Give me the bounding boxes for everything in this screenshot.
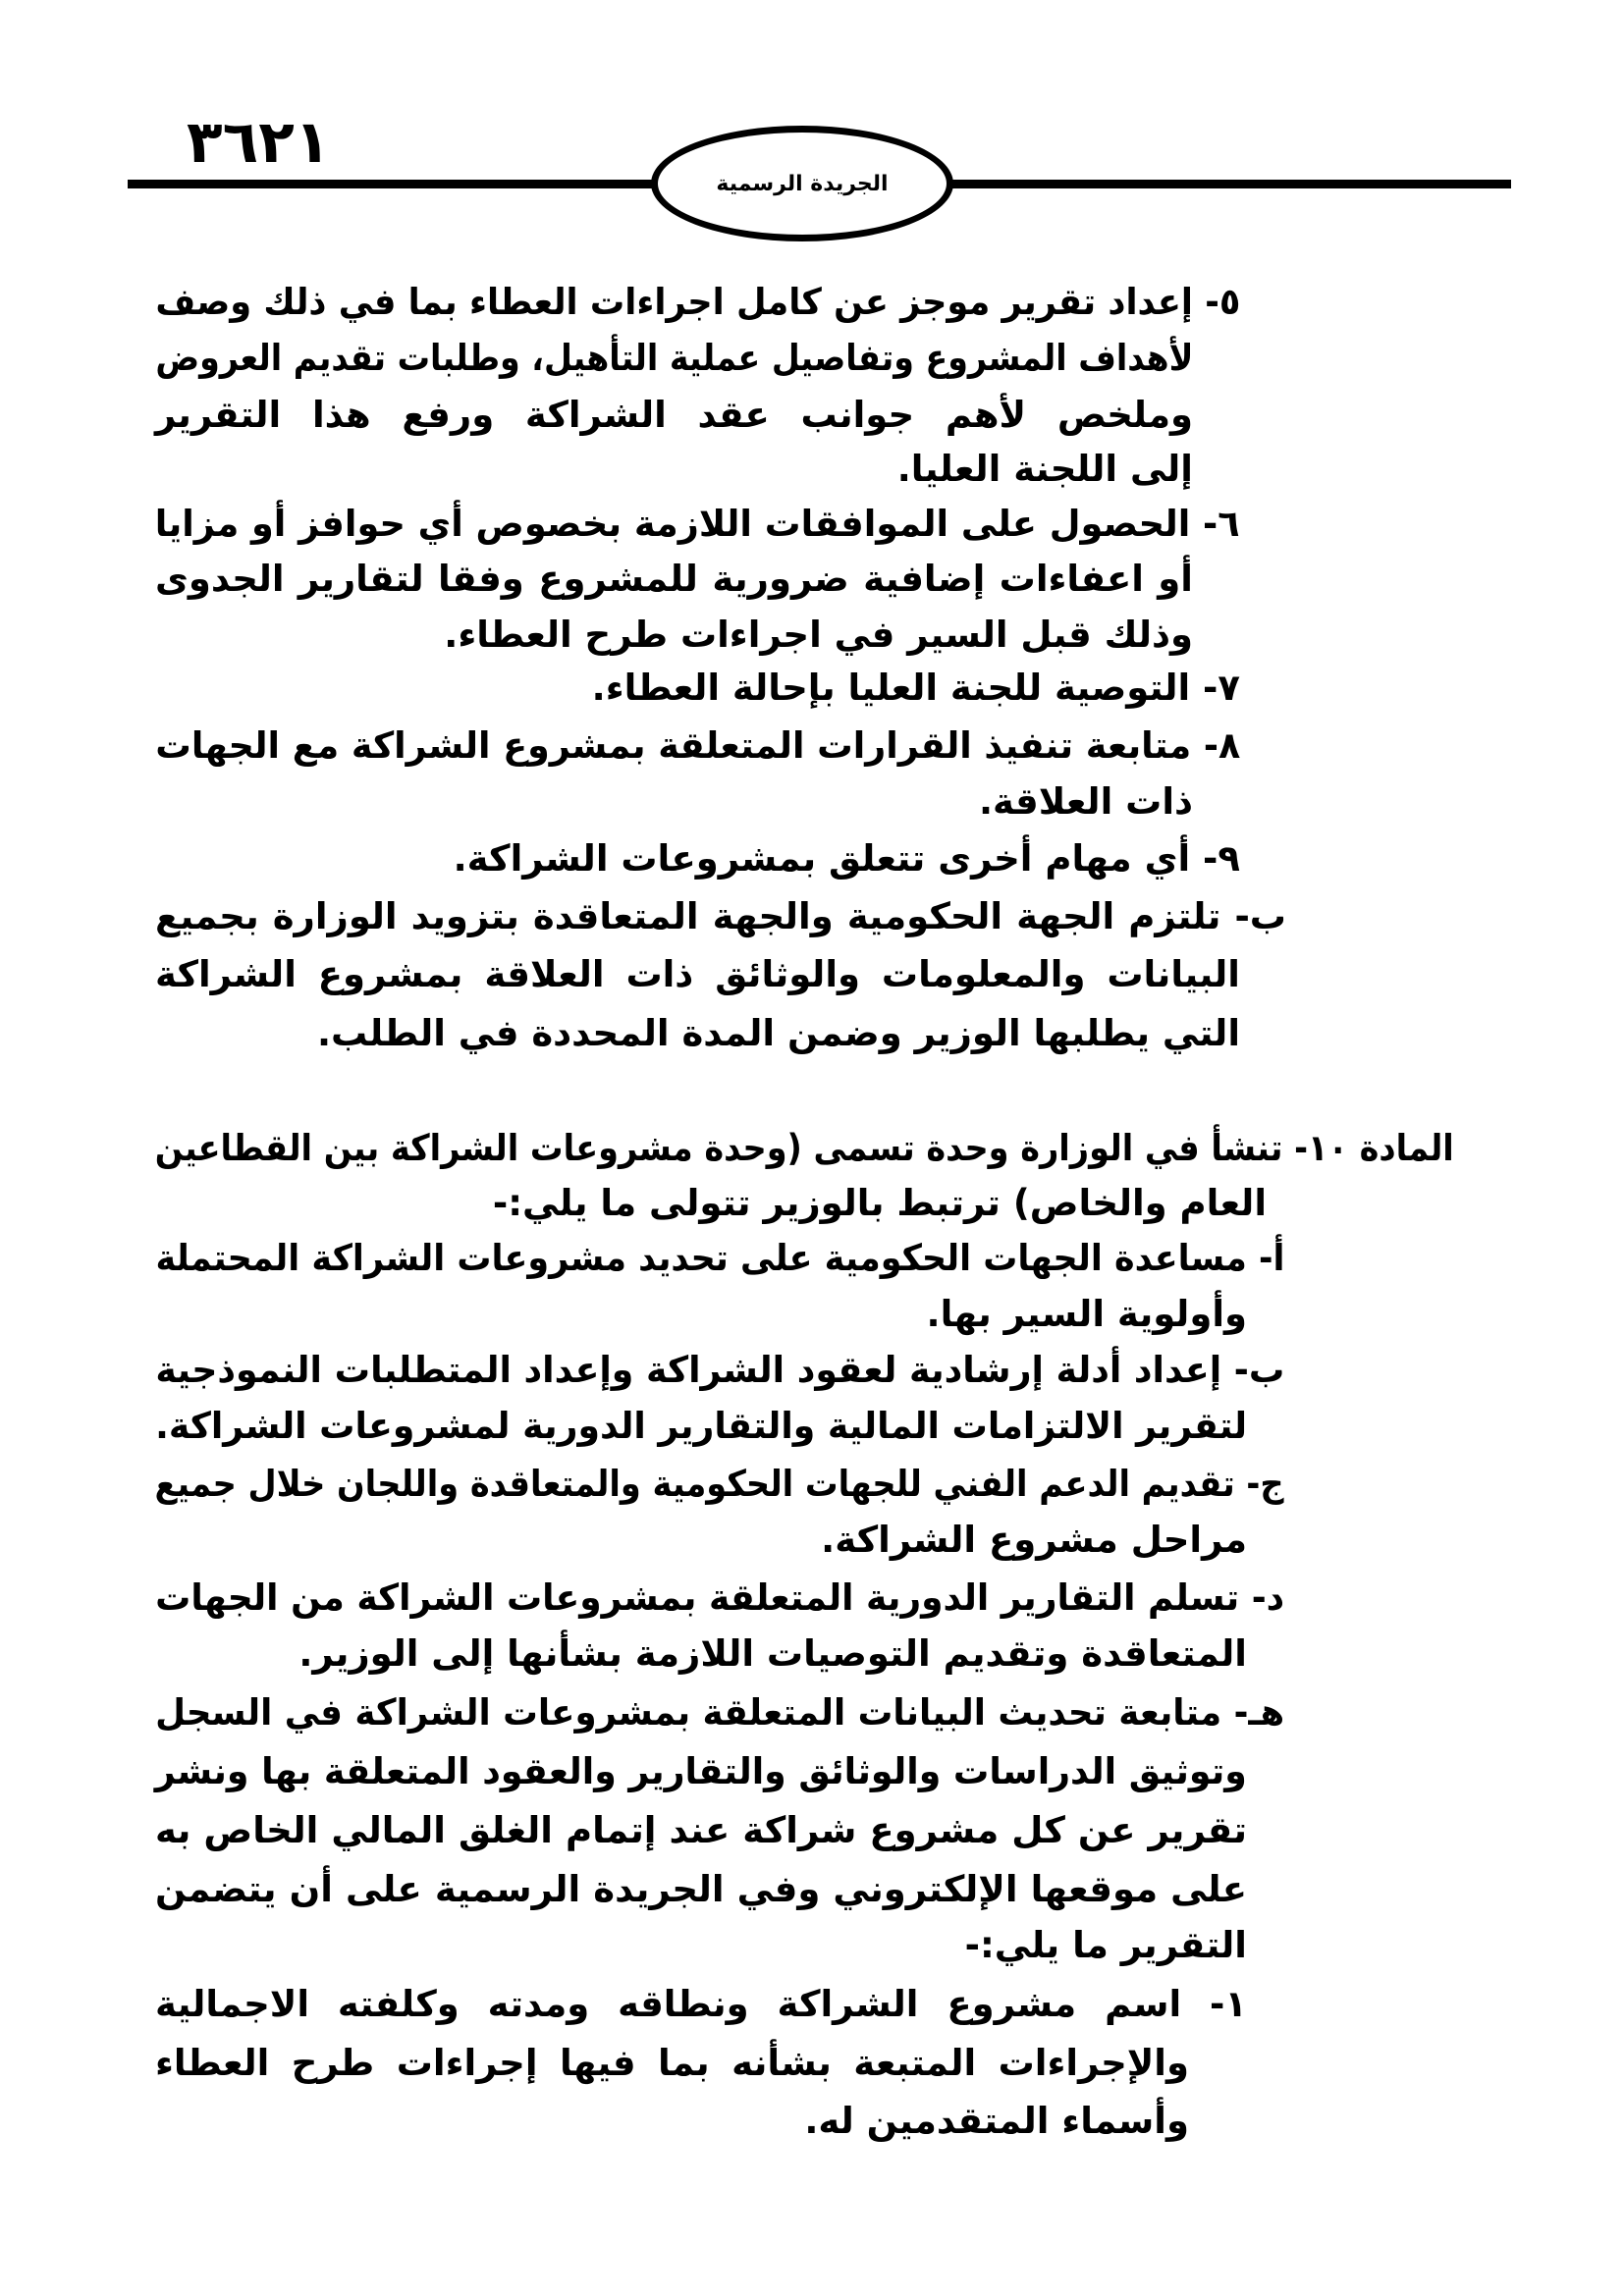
gazette-emblem-oval [651,126,953,241]
clause-b-line: التي يطلبها الوزير وضمن المدة المحددة في الطلب. [316,1012,1240,1054]
item-6-line: أو اعفاءات إضافية ضرورية للمشروع وفقا لتقارير الجدوى [155,558,1193,600]
article-10-item-d: د- تسلم التقارير الدورية المتعلقة بمشروعات الشراكة من الجهات [155,1576,1284,1619]
clause-b-line: ب- تلتزم الجهة الحكومية والجهة المتعاقدة بتزويد الوزارة بجميع [154,895,1286,937]
item-8-line: ذات العلاقة. [978,780,1193,823]
article-10-item-e: وتوثيق الدراسات والوثائق والتقارير والعقود المتعلقة بها ونشر [154,1750,1247,1792]
article-10-item-c: مراحل مشروع الشراكة. [821,1519,1247,1561]
article-10-item-a: أ- مساعدة الجهات الحكومية على تحديد مشروعات الشراكة المحتملة [154,1237,1284,1279]
article-10-item-e: هـ- متابعة تحديث البيانات المتعلقة بمشروعات الشراكة في السجل [154,1691,1284,1734]
article-10-heading-line: المادة ١٠- تنشأ في الوزارة وحدة تسمى (وحدة مشروعات الشراكة بين القطاعين [154,1127,1454,1169]
article-10-item-a: وأولوية السير بها. [926,1293,1247,1335]
item-9-line: ٩- أي مهام أخرى تتعلق بمشروعات الشراكة. [453,837,1240,880]
article-10-item-e: على موقعها الإلكتروني وفي الجريدة الرسمية على أن يتضمن [155,1868,1247,1910]
article-10-item-e: تقرير عن كل مشروع شراكة عند إتمام الغلق المالي الخاص به [155,1809,1247,1851]
item-5-line: ٥- إعداد تقرير موجز عن كامل اجراءات العطاء بما في ذلك وصف [154,281,1240,323]
page-number: ٣٦٢١ [187,108,331,177]
article-10-subitem-1: وأسماء المتقدمين له. [804,2100,1189,2142]
item-6-line: ٦- الحصول على الموافقات اللازمة بخصوص أي حوافز أو مزايا [155,503,1240,545]
article-10-heading-line: العام والخاص) ترتبط بالوزير تتولى ما يلي:- [492,1182,1267,1224]
article-10-item-b: ب- إعداد أدلة إرشادية لعقود الشراكة وإعداد المتطلبات النموذجية [155,1349,1284,1391]
article-10-subitem-1: ١- اسم مشروع الشراكة ونطاقه ومدته وكلفته الاجمالية [155,1983,1247,2025]
item-5-line: إلى اللجنة العليا. [896,448,1193,490]
item-6-line: وذلك قبل السير في اجراءات طرح العطاء. [444,614,1193,656]
article-10-item-d: المتعاقدة وتقديم التوصيات اللازمة بشأنها إلى الوزير. [298,1632,1247,1675]
clause-b-line: البيانات والمعلومات والوثائق ذات العلاقة بمشروع الشراكة [155,953,1240,995]
gazette-title: الجريدة الرسمية [716,171,889,196]
article-10-item-b: لتقرير الالتزامات المالية والتقارير الدورية لمشروعات الشراكة. [155,1405,1247,1447]
article-10-item-c: ج- تقديم الدعم الفني للجهات الحكومية والمتعاقدة واللجان خلال جميع [154,1463,1284,1505]
article-10-item-e: التقرير ما يلي:- [964,1924,1247,1966]
item-5-line: لأهداف المشروع وتفاصيل عملية التأهيل، وطلبات تقديم العروض [154,337,1193,379]
item-8-line: ٨- متابعة تنفيذ القرارات المتعلقة بمشروع الشراكة مع الجهات [155,724,1240,767]
article-10-subitem-1: والإجراءات المتبعة بشأنه بما فيها إجراءات طرح العطاء [155,2042,1189,2084]
item-7-line: ٧- التوصية للجنة العليا بإحالة العطاء. [591,667,1240,709]
item-5-line: وملخص لأهم جوانب عقد الشراكة ورفع هذا التقرير [154,394,1193,436]
